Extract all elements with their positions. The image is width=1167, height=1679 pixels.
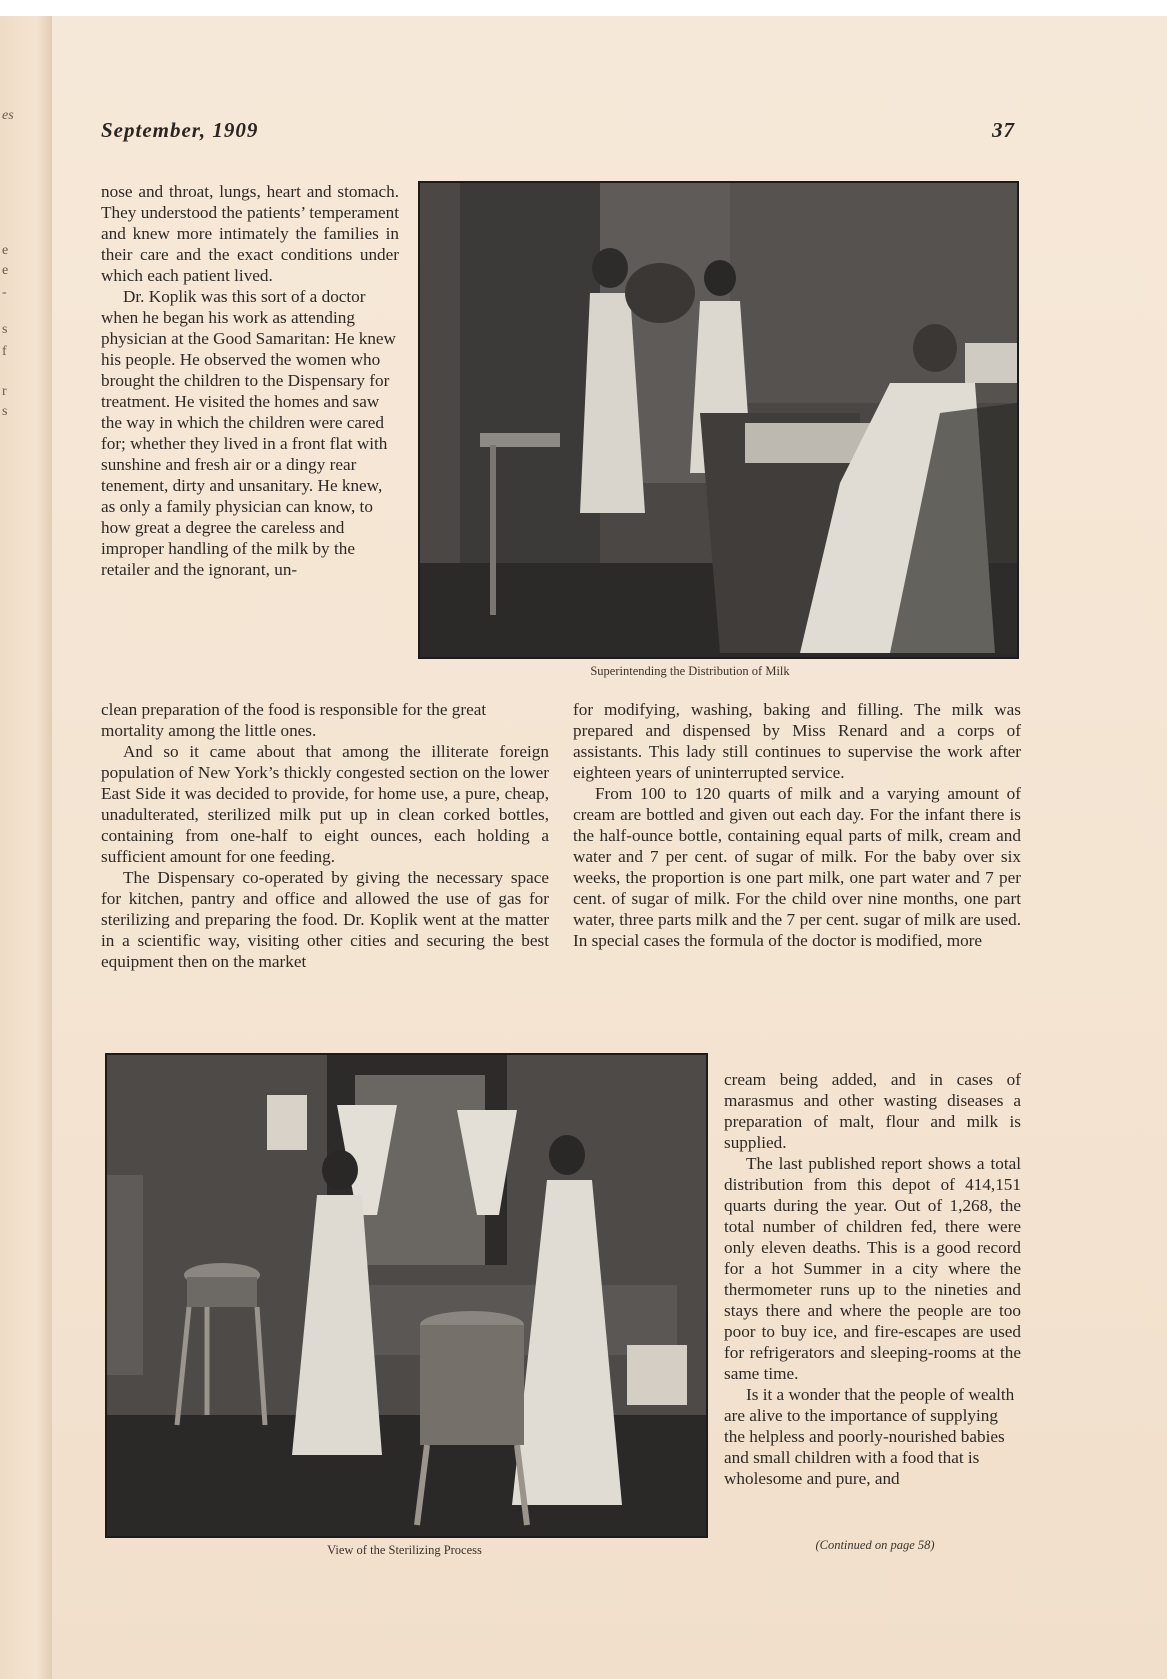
margin-fragment: - — [2, 285, 7, 300]
margin-fragment: e — [2, 263, 9, 278]
paragraph: clean preparation of the food is responsible for the great mortality among the little ones. — [101, 700, 487, 740]
margin-fragment: s — [2, 322, 8, 337]
paragraph: And so it came about that among the illiterate foreign population of New York’s thickly congested section on the lower East Side it was decided to provide, for home use, a pure, cheap, unadulterated, sterilized milk put up in clean corked bottles, containing from one-half to eight ounces, each holding a sufficient amount for one feeding. — [101, 742, 549, 866]
paragraph: The last published report shows a total distribution from this depot of 414,151 quarts during the year. Out of 1,268, the total number of children fed, there were only eleven deaths. This is a good record for a hot Summer in a city where the thermometer runs up to the nineties and stays there and where the people are too poor to buy ice, and fire-escapes are used for refrigerators and sleeping-rooms at the same time. — [724, 1154, 1021, 1383]
margin-fragment: s — [2, 404, 8, 419]
paragraph: The Dispensary co-operated by giving the necessary space for kitchen, pantry and office and allowed the use of gas for sterilizing and preparing the food. Dr. Koplik went at the matter in a scientific way, visiting other cities and securing the best equipment then on the market — [101, 868, 549, 971]
paragraph: Is it a wonder that the people of wealth are alive to the importance of supplying the helpless and poorly-nourished babies and small children with a food that is wholesome and pure, and — [724, 1385, 1015, 1488]
photo-2-caption: View of the Sterilizing Process — [327, 1543, 482, 1557]
paragraph: Dr. Koplik was this sort of a doctor when he began his work as attending physician at the Good Samaritan: He knew his people. He observed the women who brought the children to the Dispensary for treatment. He visited the homes and saw the way in which the children were cared for; whether they lived in a front flat with sunshine and fresh air or a dingy rear tenement, dirty and unsanitary. He knew, as only a family physician can know, to how great a degree the careless and improper handling of the milk by the retailer and the ignorant, un- — [101, 287, 396, 579]
margin-fragment: f — [2, 344, 7, 359]
photo-milk-distribution — [418, 181, 1019, 659]
photo-2-illustration — [107, 1055, 706, 1536]
margin-fragment: es — [2, 108, 14, 123]
photo-1-illustration — [420, 183, 1017, 657]
paragraph: cream being added, and in cases of marasmus and other wasting diseases a preparation of malt, flour and milk is supplied. — [724, 1070, 1021, 1152]
paragraph: From 100 to 120 quarts of milk and a varying amount of cream are bottled and given out each day. For the infant there is the half-ounce bottle, containing equal parts of milk, cream and water and 7 per cent. of sugar of milk. For the baby over six weeks, the proportion is one part milk, one part water and 7 per cent. of sugar of milk. For the child over nine months, one part water, three parts milk and the 7 per cent. sugar of milk are used. In special cases the formula of the doctor is modified, more — [573, 784, 1021, 950]
page-number: 37 — [992, 118, 1015, 142]
continued-note: (Continued on page 58) — [815, 1538, 935, 1552]
margin-fragment: r — [2, 384, 7, 399]
column-1-bottom — [101, 699, 549, 972]
paragraph: for modifying, washing, baking and filling. The milk was prepared and dispensed by Miss Renard and a corps of assistants. This lady still continues to supervise the work after eighteen years of uninterrupted service. — [573, 700, 1021, 782]
paragraph: nose and throat, lungs, heart and stomach. They understood the patients’ temperament and knew more intimately the families in their care and the exact conditions under which each patient lived. — [101, 182, 399, 285]
issue-date: September, 1909 — [101, 118, 259, 142]
photo-1-caption: Superintending the Distribution of Milk — [590, 664, 790, 678]
margin-fragment: e — [2, 243, 9, 258]
column-1-top — [101, 181, 399, 580]
column-2-bottom — [724, 1069, 1021, 1489]
previous-page-edge — [0, 16, 53, 1679]
column-2-middle — [573, 699, 1021, 951]
photo-sterilizing-process — [105, 1053, 708, 1538]
